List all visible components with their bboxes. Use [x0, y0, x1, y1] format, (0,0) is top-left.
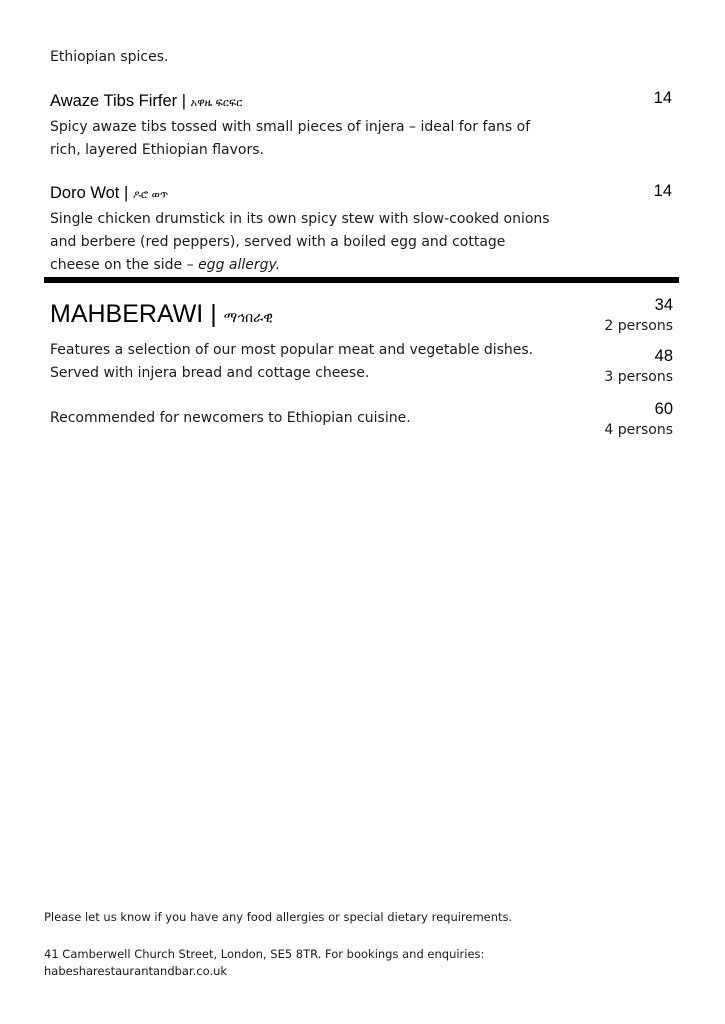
- dish-name-amharic: ዶሮ ወጥ: [132, 188, 169, 201]
- price-persons: 4 persons: [604, 422, 673, 438]
- allergy-notice: Please let us know if you have any food allergies or special dietary requirements.: [44, 910, 513, 924]
- description-line: and berbere (red peppers), served with a boiled egg and cottage: [50, 234, 506, 250]
- price-option: [553, 399, 673, 441]
- website-link[interactable]: habesharestaurantandbar.co.uk: [44, 964, 228, 978]
- dish-description: [50, 116, 570, 162]
- address-line: 41 Camberwell Church Street, London, SE5 8TR. For bookings and enquiries:: [44, 947, 485, 961]
- menu-item-doro-wot: [50, 182, 570, 277]
- description-line: Features a selection of our most popular meat and vegetable dishes.: [50, 342, 534, 358]
- description-text: cheese on the side –: [50, 257, 199, 273]
- price-value: 48: [654, 347, 673, 365]
- dish-description: [50, 208, 570, 277]
- menu-item-awaze-tibs-firfer: [50, 90, 570, 162]
- title-separator: |: [119, 184, 133, 202]
- description-line: Served with injera bread and cottage cheese.: [50, 365, 370, 381]
- section-recommendation: Recommended for newcomers to Ethiopian cuisine.: [50, 410, 411, 426]
- continued-description: Ethiopian spices.: [50, 49, 169, 65]
- description-line: [50, 254, 570, 277]
- description-line: rich, layered Ethiopian flavors.: [50, 142, 264, 158]
- price-value: 34: [654, 296, 673, 314]
- description-line: Spicy awaze tibs tossed with small pieces of injera – ideal for fans of: [50, 119, 531, 135]
- price-option: [553, 295, 673, 337]
- price-persons: 3 persons: [604, 369, 673, 385]
- dish-price: 14: [653, 89, 672, 107]
- dish-name: Doro Wot: [50, 184, 120, 202]
- section-title: [50, 299, 273, 333]
- dish-name: Awaze Tibs Firfer: [50, 92, 178, 110]
- dish-price: 14: [653, 182, 672, 200]
- section-name-amharic: ማኅበራዊ: [223, 310, 273, 326]
- section-name: MAHBERAWI: [50, 300, 204, 328]
- price-option: [553, 346, 673, 388]
- title-separator: |: [203, 300, 224, 328]
- price-value: 60: [654, 400, 673, 418]
- dish-name-amharic: አዋዜ ፍርፍር: [190, 96, 243, 109]
- title-separator: |: [177, 92, 191, 110]
- address-block: [44, 946, 604, 980]
- dish-title: [50, 90, 570, 114]
- allergy-note: egg allergy.: [198, 257, 281, 273]
- description-line: Single chicken drumstick in its own spicy stew with slow-cooked onions: [50, 211, 550, 227]
- section-divider: [44, 277, 679, 283]
- section-description: [50, 339, 580, 385]
- price-persons: 2 persons: [604, 318, 673, 334]
- dish-title: [50, 182, 570, 206]
